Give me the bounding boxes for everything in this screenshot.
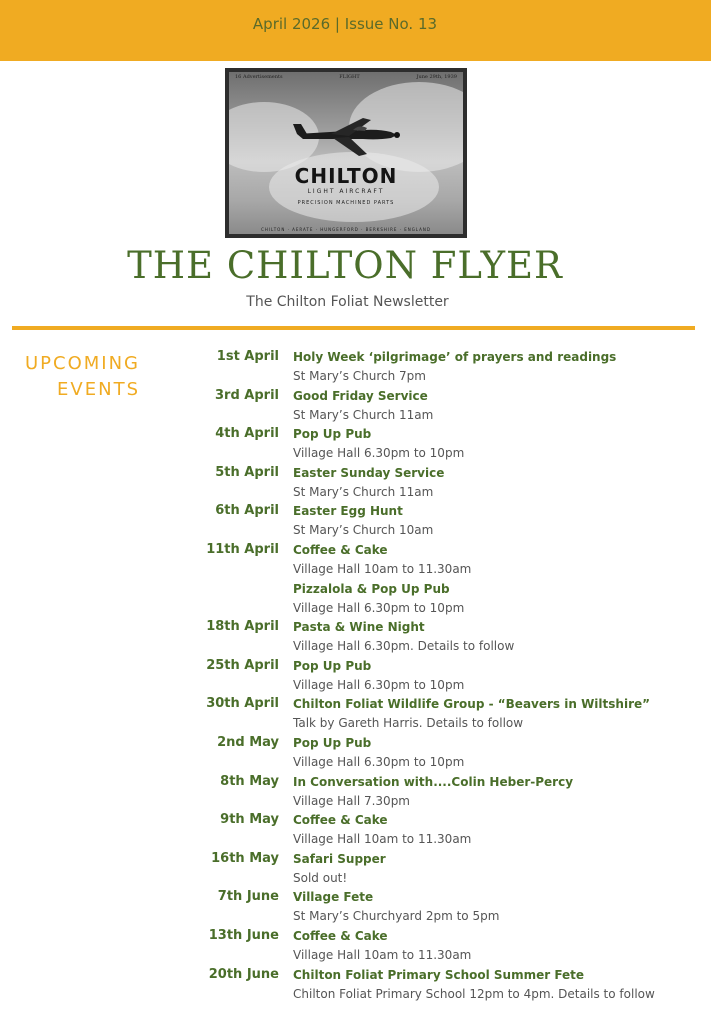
event-date: 6th April	[215, 503, 279, 519]
event-name: Pop Up Pub	[293, 658, 372, 673]
event-item	[0, 812, 711, 851]
event-date: 16th May	[211, 850, 279, 866]
event-item	[0, 426, 711, 465]
event-detail: St Mary’s Church 11am	[293, 484, 434, 499]
event-name: Pizzalola & Pop Up Pub	[293, 581, 450, 596]
newsletter-title: THE CHILTON FLYER	[127, 244, 563, 287]
event-name: Easter Egg Hunt	[293, 504, 403, 519]
photo-top-right: June 29th, 1939	[416, 74, 457, 80]
events-list	[0, 349, 711, 1005]
event-name: Coffee & Cake	[293, 542, 388, 557]
event-detail: St Mary’s Church 10am	[293, 523, 434, 538]
event-date: 30th April	[206, 696, 279, 712]
event-item	[0, 967, 711, 1006]
vintage-advert-photo	[225, 68, 467, 238]
event-detail: Village Hall 6.30pm to 10pm	[293, 600, 465, 615]
event-date: 8th May	[220, 773, 279, 789]
event-item	[0, 774, 711, 813]
event-name: Coffee & Cake	[293, 928, 388, 943]
event-name: Safari Supper	[293, 851, 386, 866]
event-name: Pop Up Pub	[293, 427, 372, 442]
event-detail: Chilton Foliat Primary School 12pm to 4pm. Details to follow	[293, 986, 655, 1001]
photo-top-left: 16 Advertisements	[235, 74, 283, 80]
event-name: Good Friday Service	[293, 388, 428, 403]
photo-topline	[235, 74, 457, 80]
photo-tagline: LIGHT AIRCRAFT	[307, 188, 385, 195]
event-item	[0, 349, 711, 388]
event-detail: Village Hall 6.30pm. Details to follow	[293, 639, 515, 654]
event-detail: St Mary’s Churchyard 2pm to 5pm	[293, 909, 500, 924]
event-name: Coffee & Cake	[293, 813, 388, 828]
event-item	[0, 619, 711, 658]
event-date: 11th April	[206, 541, 279, 557]
event-item	[0, 465, 711, 504]
event-name: Chilton Foliat Primary School Summer Fete	[293, 967, 585, 982]
event-item	[0, 851, 711, 890]
event-name: Holy Week ‘pilgrimage’ of prayers and readings	[293, 350, 617, 364]
section-heading-line1: UPCOMING	[24, 353, 140, 374]
event-date: 3rd April	[215, 387, 279, 403]
event-date: 18th April	[206, 619, 279, 635]
event-name: In Conversation with....Colin Heber-Percy	[293, 774, 574, 789]
header-banner	[0, 0, 711, 61]
event-item	[0, 581, 711, 620]
photo-brand-text: CHILTON	[294, 164, 398, 188]
event-name: Pop Up Pub	[293, 735, 372, 750]
section-heading-line2: EVENTS	[57, 379, 140, 400]
event-item	[0, 503, 711, 542]
event-date: 2nd May	[217, 734, 279, 750]
event-item	[0, 735, 711, 774]
event-name: Village Fete	[293, 890, 374, 905]
event-date: 13th June	[208, 927, 279, 943]
event-detail: Village Hall 6.30pm to 10pm	[293, 446, 465, 461]
event-detail: Village Hall 10am to 11.30am	[293, 832, 472, 847]
event-detail: St Mary’s Church 11am	[293, 407, 434, 422]
event-detail: St Mary’s Church 7pm	[293, 369, 426, 383]
divider	[12, 326, 695, 330]
event-date: 25th April	[206, 657, 279, 673]
event-name: Easter Sunday Service	[293, 465, 445, 480]
event-item	[0, 928, 711, 967]
newsletter-subtitle: The Chilton Foliat Newsletter	[246, 294, 449, 310]
event-date: 5th April	[215, 464, 279, 480]
issue-line: April 2026 | Issue No. 13	[252, 15, 438, 33]
aeroplane-icon	[293, 112, 403, 162]
event-date: 9th May	[220, 812, 279, 828]
event-name: Chilton Foliat Wildlife Group - “Beavers in Wiltshire”	[293, 697, 651, 712]
event-detail: Village Hall 10am to 11.30am	[293, 561, 472, 576]
event-detail: Village Hall 6.30pm to 10pm	[293, 754, 465, 769]
photo-top-center: FLIGHT	[339, 74, 360, 80]
photo-image	[229, 72, 463, 234]
event-detail: Village Hall 6.30pm to 10pm	[293, 677, 465, 692]
event-date: 4th April	[215, 426, 279, 442]
event-item	[0, 696, 711, 735]
event-detail: Village Hall 10am to 11.30am	[293, 947, 472, 962]
event-item	[0, 889, 711, 928]
event-name: Pasta & Wine Night	[293, 620, 425, 635]
photo-tagline-2: PRECISION MACHINED PARTS	[297, 200, 395, 206]
event-item	[0, 658, 711, 697]
event-date: 20th June	[208, 966, 279, 982]
event-detail: Village Hall 7.30pm	[293, 793, 410, 808]
event-item	[0, 388, 711, 427]
event-detail: Talk by Gareth Harris. Details to follow	[293, 716, 524, 731]
event-date: 1st April	[216, 349, 279, 364]
event-date: 7th June	[217, 889, 279, 905]
photo-footer: CHILTON · AERATE · HUNGERFORD · BERKSHIRE · ENGLAND	[261, 227, 431, 232]
event-detail: Sold out!	[293, 870, 348, 885]
event-item	[0, 542, 711, 581]
